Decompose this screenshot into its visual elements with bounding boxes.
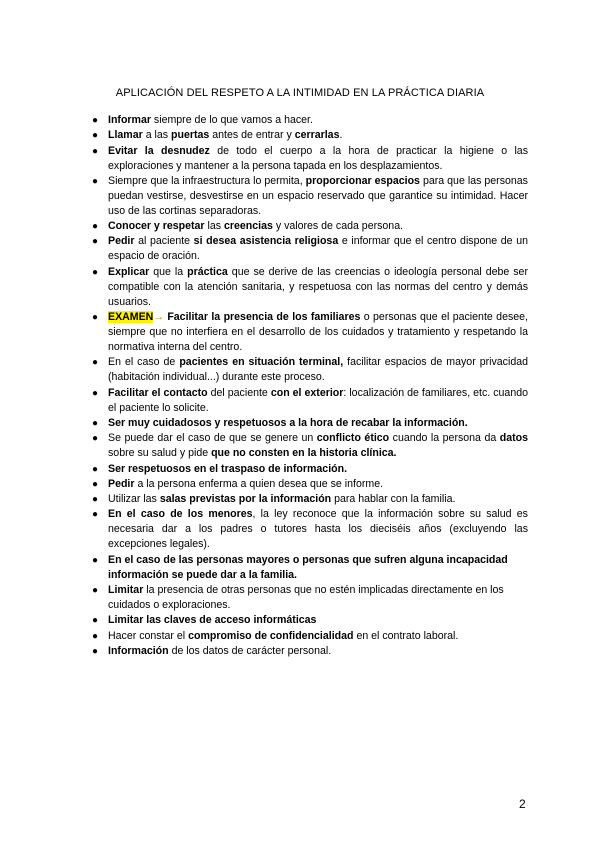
bullet-icon: ● bbox=[92, 266, 99, 278]
list-item bbox=[92, 583, 528, 613]
list-item bbox=[92, 644, 528, 659]
list-item-text: Ser muy cuidadosos y respetuosos a la hora de recabar la información. bbox=[108, 416, 468, 429]
bullet-icon: ● bbox=[92, 433, 99, 445]
page-number: 2 bbox=[519, 797, 526, 811]
list-item-text: proporcionar espacios bbox=[305, 174, 420, 187]
list-item-text: datos bbox=[499, 432, 528, 445]
list-item-text: compromiso de confidencialidad bbox=[188, 629, 354, 642]
arrow-icon: → bbox=[153, 311, 164, 324]
bullet-icon: ● bbox=[92, 509, 99, 521]
list-item-text: Limitar bbox=[108, 584, 144, 597]
bullet-icon: ● bbox=[92, 478, 99, 490]
list-item-text: creencias bbox=[224, 220, 273, 233]
list-item-text: Facilitar el contacto bbox=[108, 386, 208, 399]
list-item-text: Siempre que la infraestructura lo permita, bbox=[108, 174, 306, 187]
list-item-text: En el caso de las personas mayores o personas que sufren alguna incapacidad información se puede dar a la familia. bbox=[108, 553, 508, 581]
list-item bbox=[92, 553, 528, 583]
list-item-text: Hacer constar el bbox=[108, 629, 189, 642]
bullet-icon: ● bbox=[92, 585, 99, 597]
list-item-text: la presencia de otras personas que no estén implicadas directamente en los cuidados o exploraciones. bbox=[108, 584, 504, 612]
list-item-text: para que las personas puedan vestirse, desvestirse en un espacio reservado que garantice su intimidad. Hacer uso de las cortinas separadoras. bbox=[108, 174, 528, 217]
list-item bbox=[92, 128, 528, 143]
bullet-icon: ● bbox=[92, 221, 99, 233]
list-item bbox=[92, 477, 528, 492]
list-item bbox=[92, 234, 528, 264]
bullet-icon: ● bbox=[92, 417, 99, 429]
bullet-icon: ● bbox=[92, 645, 99, 657]
list-item-text: para hablar con la familia. bbox=[331, 493, 456, 506]
exam-highlight: EXAMEN bbox=[108, 311, 154, 324]
list-item bbox=[92, 386, 528, 416]
list-item-text: antes de entrar y bbox=[209, 129, 295, 142]
bullet-icon: ● bbox=[92, 494, 99, 506]
bullet-icon: ● bbox=[92, 145, 99, 157]
list-item-text: Conocer y respetar bbox=[108, 220, 205, 233]
list-item-text: Pedir bbox=[108, 235, 135, 248]
list-item bbox=[92, 265, 528, 310]
list-item bbox=[92, 144, 528, 174]
list-item-text: y valores de cada persona. bbox=[272, 220, 404, 233]
list-item-text: del paciente bbox=[207, 386, 271, 399]
bullet-list bbox=[92, 113, 528, 659]
list-item bbox=[92, 462, 528, 477]
list-item-text: salas previstas por la información bbox=[159, 493, 332, 506]
bullet-icon: ● bbox=[92, 236, 99, 248]
list-item bbox=[92, 431, 528, 461]
list-item-text: que se derive de las creencias o ideología personal debe ser compatible con la atención sanitaria, y respetuosa con las normas del centro y demás usuarios. bbox=[108, 265, 528, 308]
bullet-icon: ● bbox=[92, 130, 99, 142]
list-item-text: las bbox=[204, 220, 224, 233]
list-item-text: a la persona enferma a quien desea que se informe. bbox=[134, 477, 384, 490]
list-item-text: Evitar la desnudez bbox=[108, 144, 210, 157]
page-title: APLICACIÓN DEL RESPETO A LA INTIMIDAD EN LA PRÁCTICA DIARIA bbox=[115, 87, 485, 99]
bullet-icon: ● bbox=[92, 630, 99, 642]
list-item-text: sobre su salud y pide bbox=[108, 447, 212, 460]
list-item-text: Pedir bbox=[108, 477, 135, 490]
list-item-text: Limitar las claves de acceso informáticas bbox=[108, 614, 317, 627]
list-item bbox=[92, 355, 528, 385]
list-item-text: que no consten en la historia clínica. bbox=[211, 447, 397, 460]
list-item-text: que la bbox=[149, 265, 188, 278]
list-item-text: Explicar bbox=[108, 265, 150, 278]
list-item-text: . bbox=[339, 129, 343, 142]
list-item bbox=[92, 219, 528, 234]
list-item-text: Llamar bbox=[108, 129, 143, 142]
list-item-text: Se puede dar el caso de que se genere un bbox=[108, 432, 317, 445]
list-item-text: puertas bbox=[171, 129, 210, 142]
list-item-text: pacientes en situación terminal, bbox=[179, 356, 344, 369]
list-item-text: Utilizar las bbox=[108, 493, 160, 506]
list-item bbox=[92, 310, 528, 355]
list-item bbox=[92, 416, 528, 431]
bullet-icon: ● bbox=[92, 615, 99, 627]
list-item-text: Informar bbox=[108, 114, 151, 126]
list-item-text: a las bbox=[142, 129, 172, 142]
bullet-icon: ● bbox=[92, 312, 99, 324]
list-item-text: En el caso de bbox=[108, 356, 180, 369]
list-item-text: cerrarlas bbox=[294, 129, 340, 142]
list-item-text: En el caso de los menores bbox=[108, 508, 253, 521]
list-item-text: conflicto ético bbox=[316, 432, 390, 445]
list-item-text: con el exterior bbox=[270, 386, 344, 399]
list-item bbox=[92, 492, 528, 507]
list-item-text: , la ley reconoce que la información sobre su salud es necesaria dar a los padres o tutores hasta los dieciséis años (excluyendo las excepciones legales). bbox=[108, 508, 528, 551]
list-item-text: Ser respetuosos en el traspaso de información. bbox=[108, 462, 348, 475]
list-item-text: facilitar espacios de mayor privacidad (habitación individual...) durante este proceso. bbox=[108, 356, 528, 384]
list-item-text: e informar que el centro dispone de un espacio de oración. bbox=[108, 235, 528, 263]
list-item bbox=[92, 613, 528, 628]
list-item bbox=[92, 507, 528, 552]
bullet-icon: ● bbox=[92, 357, 99, 369]
list-item-text: : localización de familiares, etc. cuando el paciente lo solicite. bbox=[108, 386, 528, 414]
list-item bbox=[92, 629, 528, 644]
list-item-text: o personas que el paciente desee, siempre que no interfiera en el desarrollo de los cuidados y tratamiento y respetando la normativa interna del centro. bbox=[108, 311, 528, 354]
list-item bbox=[92, 113, 528, 128]
bullet-icon: ● bbox=[92, 175, 99, 187]
bullet-icon: ● bbox=[92, 387, 99, 399]
bullet-icon: ● bbox=[92, 463, 99, 475]
list-item-text: al paciente bbox=[134, 235, 194, 248]
list-item-text: en el contrato laboral. bbox=[353, 629, 459, 642]
bullet-icon: ● bbox=[92, 115, 99, 126]
list-item-text: Información bbox=[108, 644, 169, 657]
list-item-text: siempre de lo que vamos a hacer. bbox=[150, 114, 313, 126]
list-item-text: cuando la persona da bbox=[389, 432, 500, 445]
list-item-text: de todo el cuerpo a la hora de practicar la higiene o las exploraciones y mantener a la persona tapada en los desplazamientos. bbox=[108, 144, 528, 172]
list-item-text: práctica bbox=[187, 265, 228, 278]
list-item bbox=[92, 174, 528, 219]
list-item-text: de los datos de carácter personal. bbox=[168, 644, 332, 657]
list-item-text: Facilitar la presencia de los familiares bbox=[163, 311, 361, 324]
list-item-text: si desea asistencia religiosa bbox=[193, 235, 339, 248]
bullet-icon: ● bbox=[92, 554, 99, 566]
